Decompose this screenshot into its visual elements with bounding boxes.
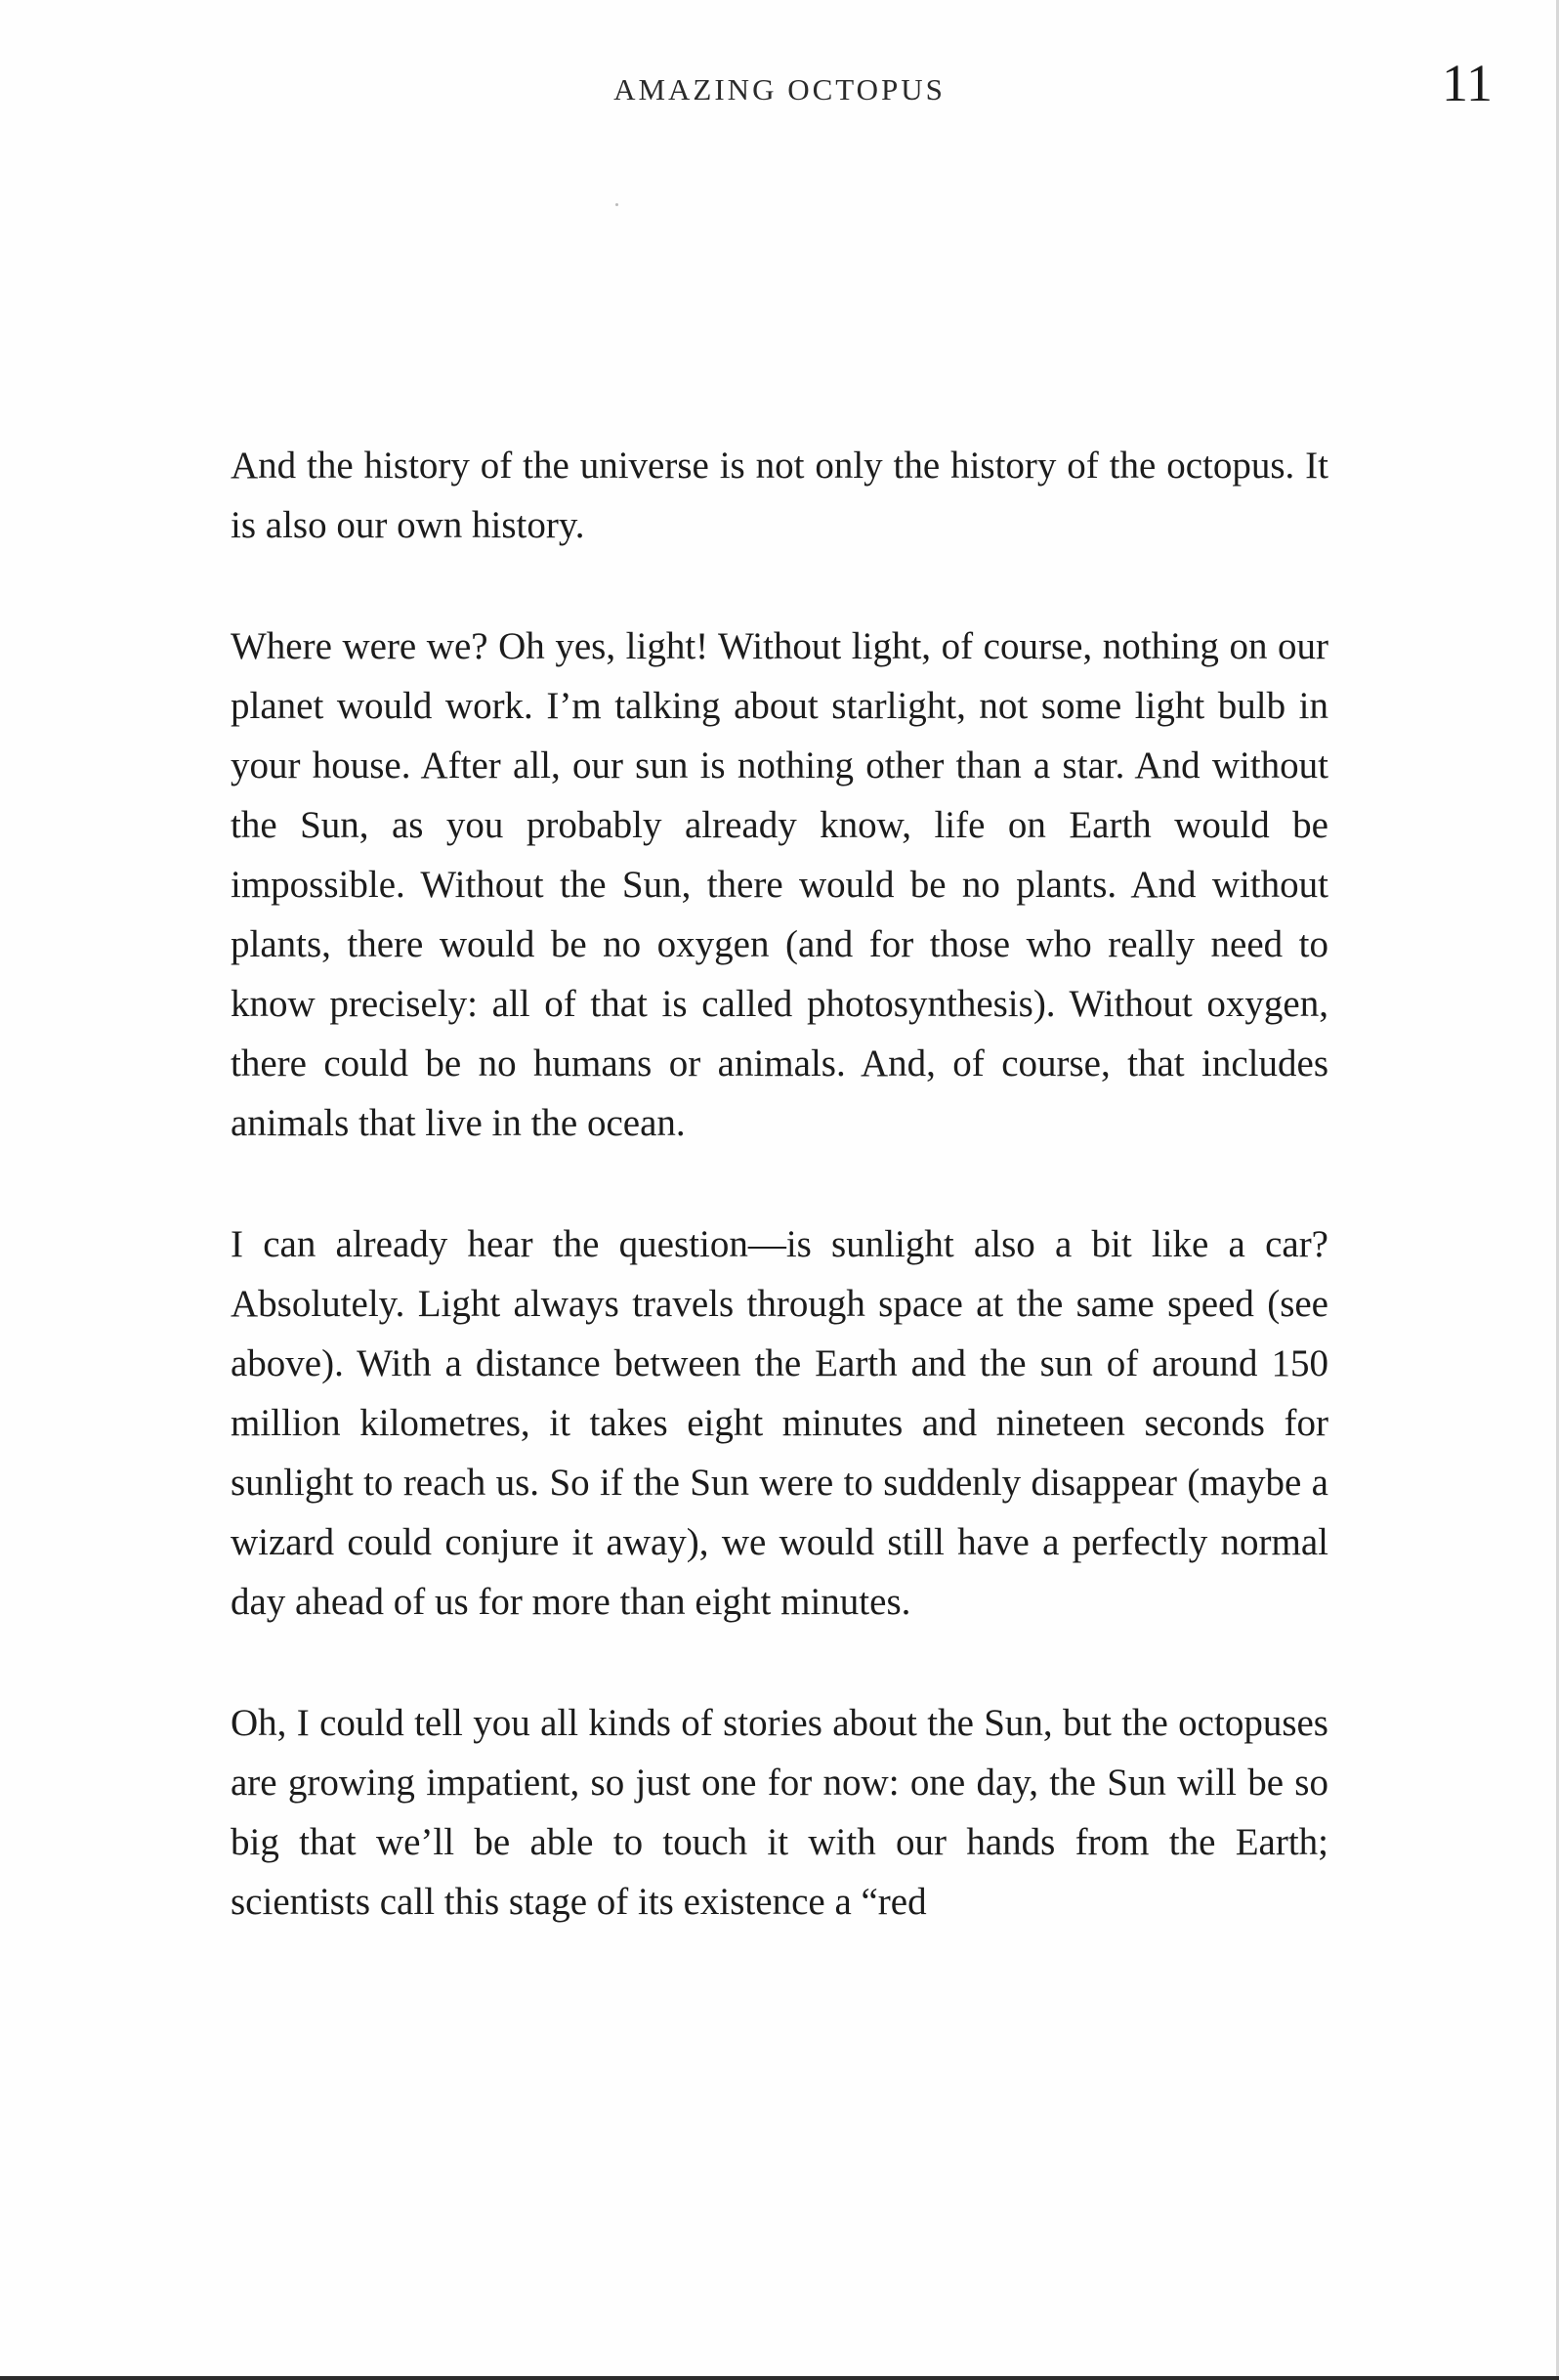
paragraph-3: I can already hear the question—is sunlight also a bit like a car? Absolutely. Light always travels through space at the same speed (see above). With a distance between the Earth and the sun of around 150 million kilometres, it takes eight minutes and nineteen seconds for sunlight to reach us. So if the Sun were to suddenly disappear (maybe a wizard could conjure it away), we would still have a perfectly normal day ahead of us for more than eight minutes. [231,1223,1328,1623]
paragraph-4: Oh, I could tell you all kinds of stories about the Sun, but the octopuses are growing impatient, so just one for now: one day, the Sun will be so big that we’ll be able to touch it with our hands from the Earth; scientists call this stage of its existence a “red [231,1702,1328,1923]
body-text [231,436,1328,1993]
page-bottom-edge [0,2376,1559,2380]
paragraph-2: Where were we? Oh yes, light! Without light, of course, nothing on our planet would work. I’m talking about starlight, not some light bulb in your house. After all, our sun is nothing other than a star. And without the Sun, as you probably already know, life on Earth would be impossible. Without the Sun, there would be no plants. And without plants, there would be no oxygen (and for those who really need to know precisely: all of that is called photosynthesis). Without oxygen, there could be no humans or animals. And, of course, that includes animals that live in the ocean. [231,625,1328,1144]
running-head: AMAZING OCTOPUS [613,72,946,106]
paragraph-1: And the history of the universe is not only the history of the octopus. It is also our own history. [231,445,1328,546]
scan-speck [615,203,618,206]
page-number: 11 [1442,54,1493,112]
